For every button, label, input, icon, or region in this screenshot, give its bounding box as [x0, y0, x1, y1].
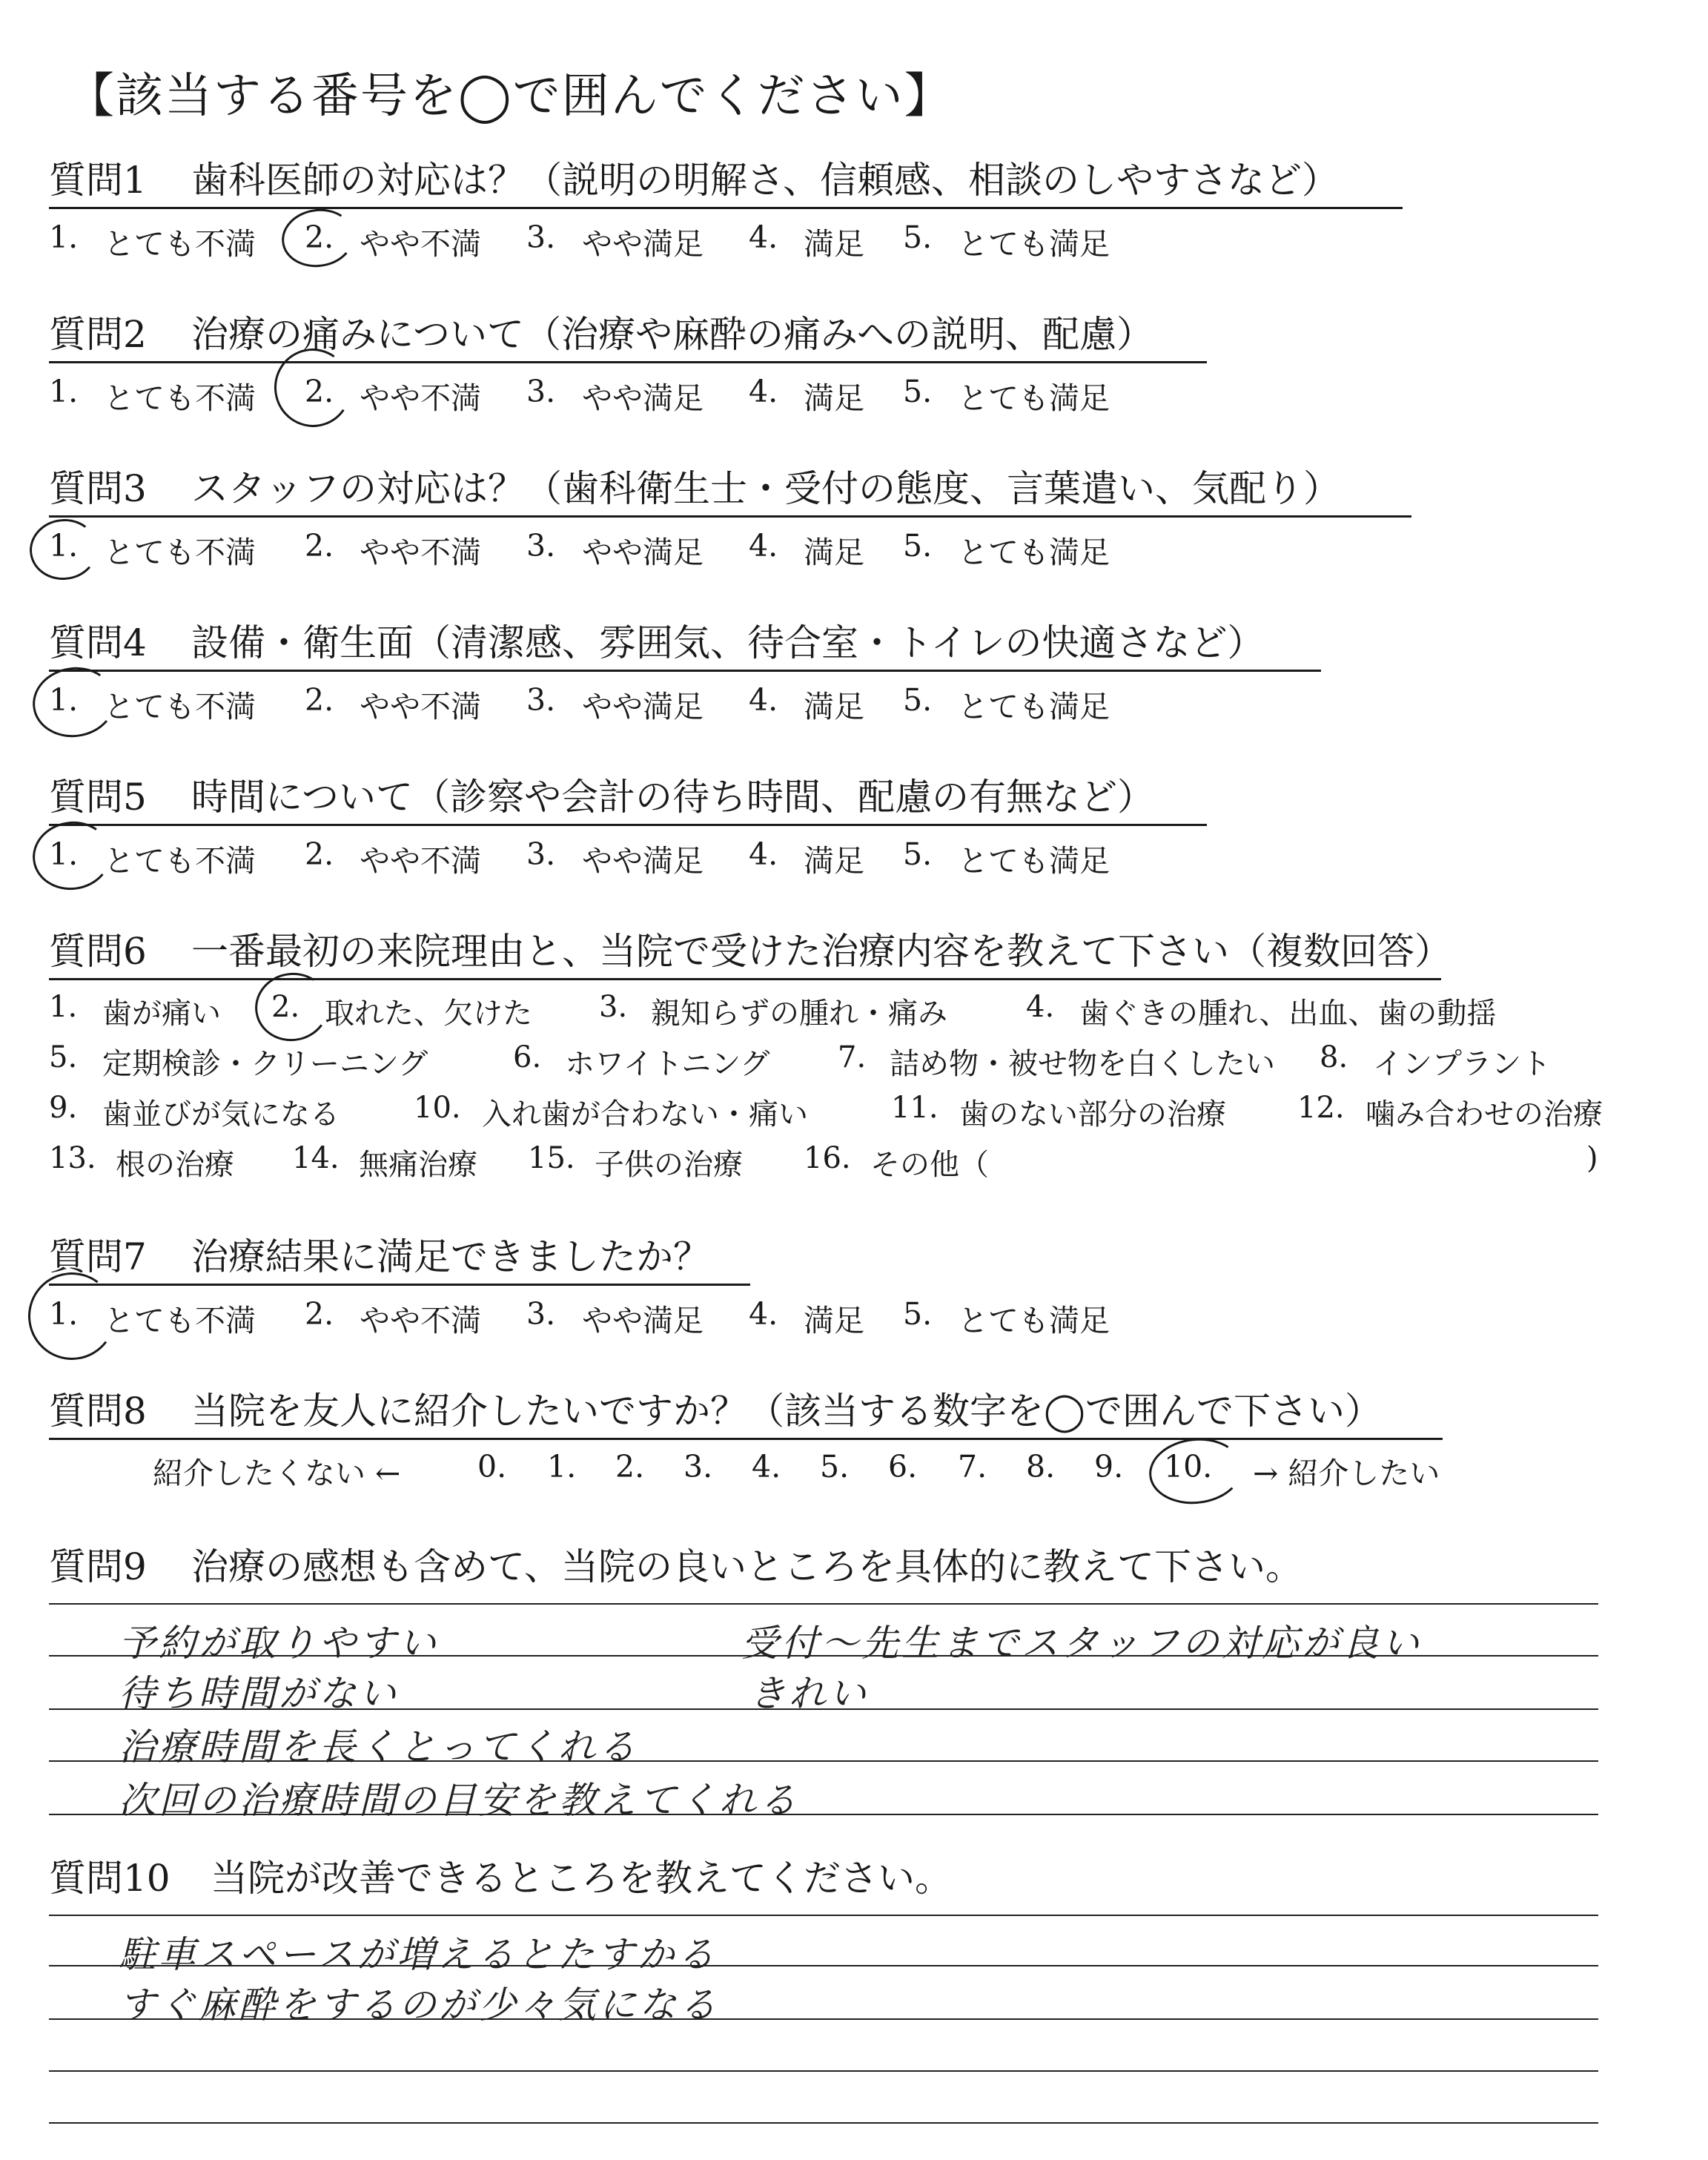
- question-underline: [49, 1438, 1443, 1440]
- option-label[interactable]: 歯並びが気になる: [102, 1097, 340, 1132]
- option-number[interactable]: 6.: [513, 1040, 542, 1074]
- question-label: 質問4: [49, 621, 147, 664]
- option-label[interactable]: とても満足: [958, 689, 1110, 724]
- option-label[interactable]: 定期検診・クリーニング: [102, 1047, 428, 1081]
- question-label: 質問9: [49, 1545, 147, 1588]
- scale-number[interactable]: 5.: [820, 1449, 850, 1484]
- option-number[interactable]: 4.: [749, 528, 778, 564]
- option-label[interactable]: やや満足: [582, 1303, 704, 1338]
- option-label[interactable]: とても不満: [104, 1303, 256, 1338]
- option-number[interactable]: 2.: [271, 990, 300, 1024]
- handwritten-answer: 駐車スペースが増えるとたすかる: [119, 1933, 718, 1976]
- selection-circle: [22, 1266, 121, 1365]
- option-label[interactable]: インプラント: [1373, 1047, 1551, 1081]
- option-number[interactable]: 2.: [305, 374, 334, 409]
- option-label[interactable]: 満足: [804, 1303, 864, 1338]
- option-label[interactable]: やや不満: [360, 226, 481, 262]
- option-label[interactable]: 無痛治療: [359, 1148, 477, 1182]
- option-number[interactable]: 1.: [49, 836, 79, 872]
- option-number[interactable]: 3.: [526, 836, 556, 872]
- question-label: 質問6: [49, 930, 147, 973]
- option-label[interactable]: とても満足: [958, 843, 1110, 879]
- question-underline: [49, 824, 1207, 826]
- option-label[interactable]: 満足: [804, 380, 864, 416]
- option-number[interactable]: 1.: [49, 1296, 79, 1332]
- handwritten-answer: 受付〜先生までスタッフの対応が良い: [741, 1622, 1422, 1665]
- option-number[interactable]: 5.: [903, 219, 933, 255]
- question-text: 当院が改善できるところを教えてください。: [211, 1857, 952, 1900]
- option-label[interactable]: 噛み合わせの治療: [1366, 1097, 1603, 1132]
- option-label[interactable]: とても不満: [104, 843, 256, 879]
- answer-line: [49, 2122, 1598, 2124]
- option-number[interactable]: 15.: [528, 1141, 575, 1175]
- option-number[interactable]: 3.: [526, 374, 556, 409]
- option-number[interactable]: 12.: [1297, 1091, 1345, 1125]
- selection-circle: [268, 343, 358, 433]
- option-number[interactable]: 5.: [903, 374, 933, 409]
- option-number[interactable]: 1.: [49, 990, 78, 1024]
- option-label[interactable]: 満足: [804, 843, 864, 879]
- answer-line: [49, 1603, 1598, 1605]
- question-underline: [49, 361, 1207, 363]
- scale-number[interactable]: 9.: [1094, 1449, 1124, 1484]
- question-text: 治療結果に満足できましたか？: [191, 1235, 710, 1278]
- option-number[interactable]: 2.: [305, 528, 334, 564]
- question-text: 一番最初の来院理由と、当院で受けた治療内容を教えて下さい（複数回答）: [191, 930, 1452, 973]
- scale-number[interactable]: 4.: [752, 1449, 781, 1484]
- option-label[interactable]: 満足: [804, 535, 864, 570]
- option-number[interactable]: 14.: [292, 1141, 340, 1175]
- option-number[interactable]: 1.: [49, 219, 79, 255]
- option-number[interactable]: 3.: [526, 528, 556, 564]
- handwritten-answer: 予約が取りやすい: [119, 1622, 439, 1665]
- option-number[interactable]: 11.: [891, 1091, 939, 1125]
- option-number[interactable]: 4.: [749, 1296, 778, 1332]
- option-number[interactable]: 3.: [526, 1296, 556, 1332]
- scale-right-label: → 紹介したい: [1253, 1456, 1440, 1491]
- option-number[interactable]: 4.: [749, 682, 778, 718]
- scale-number[interactable]: 8.: [1026, 1449, 1056, 1484]
- selection-circle: [278, 205, 358, 272]
- option-number[interactable]: 16.: [804, 1141, 851, 1175]
- question-underline: [49, 515, 1411, 518]
- question-label: 質問10: [49, 1857, 171, 1900]
- option-label[interactable]: とても不満: [104, 226, 256, 262]
- option-number[interactable]: 5.: [903, 1296, 933, 1332]
- option-number[interactable]: 3.: [526, 682, 556, 718]
- option-label[interactable]: 歯のない部分の治療: [959, 1097, 1226, 1132]
- option-number[interactable]: 5.: [903, 836, 933, 872]
- option-label[interactable]: 歯が痛い: [102, 997, 221, 1031]
- option-number[interactable]: 4.: [749, 219, 778, 255]
- option-number[interactable]: 5.: [49, 1040, 78, 1074]
- option-label[interactable]: やや満足: [582, 843, 704, 879]
- scale-left-label: 紹介したくない ←: [153, 1456, 401, 1491]
- question-label: 質問2: [49, 313, 147, 356]
- scale-number[interactable]: 2.: [615, 1449, 645, 1484]
- option-number[interactable]: 13.: [49, 1141, 96, 1175]
- handwritten-answer: 待ち時間がない: [119, 1672, 399, 1715]
- selection-circle: [28, 816, 116, 895]
- option-label[interactable]: 満足: [804, 226, 864, 262]
- option-label[interactable]: やや満足: [582, 535, 704, 570]
- option-number[interactable]: 3.: [526, 219, 556, 255]
- scale-number[interactable]: 7.: [958, 1449, 987, 1484]
- option-label[interactable]: とても不満: [104, 380, 256, 416]
- option-number[interactable]: 5.: [903, 528, 933, 564]
- option-label[interactable]: とても満足: [958, 1303, 1110, 1338]
- option-label[interactable]: 根の治療: [116, 1148, 234, 1182]
- option-number[interactable]: 4.: [749, 836, 778, 872]
- option-label[interactable]: やや不満: [360, 1303, 481, 1338]
- option-label[interactable]: とても満足: [958, 380, 1110, 416]
- scale-number[interactable]: 1.: [547, 1449, 577, 1484]
- question-text: 当院を友人に紹介したいですか？（該当する数字を◯で囲んで下さい）: [191, 1390, 1382, 1433]
- option-label[interactable]: とても不満: [104, 535, 256, 570]
- scale-number[interactable]: 10.: [1164, 1449, 1213, 1484]
- option-label[interactable]: やや満足: [582, 226, 704, 262]
- option-label[interactable]: ホワイトニング: [565, 1047, 770, 1081]
- option-label[interactable]: 歯ぐきの腫れ、出血、歯の動揺: [1079, 997, 1497, 1031]
- answer-line: [49, 1915, 1598, 1916]
- question-underline: [49, 207, 1403, 209]
- option-number[interactable]: 10.: [414, 1091, 461, 1125]
- option-number[interactable]: 4.: [1026, 990, 1055, 1024]
- option-number[interactable]: 3.: [599, 990, 628, 1024]
- option-label[interactable]: やや不満: [360, 843, 481, 879]
- option-label[interactable]: その他（: [870, 1148, 989, 1182]
- option-number[interactable]: 5.: [903, 682, 933, 718]
- question-text: 設備・衛生面（清潔感、雰囲気、待合室・トイレの快適さなど）: [191, 621, 1265, 664]
- option-label[interactable]: やや満足: [582, 689, 704, 724]
- option-number[interactable]: 1.: [49, 528, 79, 564]
- option-label[interactable]: 取れた、欠けた: [325, 997, 532, 1031]
- option-number[interactable]: 1.: [49, 374, 79, 409]
- option-number[interactable]: 7.: [838, 1040, 867, 1074]
- question-text: スタッフの対応は？（歯科衛生士・受付の態度、言葉遣い、気配り）: [191, 467, 1340, 510]
- question-text: 治療の痛みについて（治療や麻酔の痛みへの説明、配慮）: [191, 313, 1153, 356]
- question-label: 質問3: [49, 467, 147, 510]
- question-text: 時間について（診察や会計の待ち時間、配慮の有無など）: [191, 776, 1154, 819]
- option-number[interactable]: 2.: [305, 682, 334, 718]
- option-number[interactable]: 4.: [749, 374, 778, 409]
- option-number[interactable]: 2.: [305, 219, 334, 255]
- option-label[interactable]: 入れ歯が合わない・痛い: [482, 1097, 808, 1132]
- question-text: 治療の感想も含めて、当院の良いところを具体的に教えて下さい。: [191, 1545, 1302, 1588]
- question-underline: [49, 1284, 750, 1286]
- option-label[interactable]: やや不満: [360, 689, 481, 724]
- option-number[interactable]: 2.: [305, 836, 334, 872]
- scale-number[interactable]: 6.: [888, 1449, 918, 1484]
- scale-number[interactable]: 3.: [683, 1449, 713, 1484]
- option-label[interactable]: 詰め物・被せ物を白くしたい: [890, 1047, 1275, 1081]
- question-label: 質問7: [49, 1235, 147, 1278]
- question-underline: [49, 670, 1321, 672]
- option-label[interactable]: とても不満: [104, 689, 256, 724]
- question-underline: [49, 978, 1441, 980]
- option-label[interactable]: やや満足: [582, 380, 704, 416]
- option-label[interactable]: 子供の治療: [595, 1148, 743, 1182]
- option-label[interactable]: とても満足: [958, 535, 1110, 570]
- selection-circle: [27, 515, 101, 583]
- question-label: 質問8: [49, 1390, 147, 1433]
- option-number[interactable]: 1.: [49, 682, 79, 718]
- handwritten-answer: 治療時間を長くとってくれる: [119, 1725, 638, 1768]
- page-title: 【該当する番号を◯で囲んでください】: [67, 69, 953, 124]
- question-label: 質問1: [49, 159, 147, 202]
- handwritten-answer: すぐ麻酔をするのが少々気になる: [119, 1984, 719, 2027]
- answer-line: [49, 2070, 1598, 2072]
- handwritten-answer: きれい: [749, 1672, 869, 1715]
- question-text: 歯科医師の対応は？（説明の明解さ、信頼感、相談のしやすさなど）: [191, 159, 1339, 202]
- selection-circle: [1146, 1434, 1246, 1509]
- option-label[interactable]: やや不満: [360, 535, 481, 570]
- scale-number[interactable]: 0.: [477, 1449, 507, 1484]
- option-label[interactable]: 親知らずの腫れ・痛み: [651, 997, 947, 1031]
- option-other-close: ): [1586, 1141, 1598, 1175]
- option-number[interactable]: 8.: [1320, 1040, 1348, 1074]
- option-label[interactable]: やや不満: [360, 380, 481, 416]
- option-number[interactable]: 9.: [49, 1091, 78, 1125]
- question-label: 質問5: [49, 776, 147, 819]
- option-number[interactable]: 2.: [305, 1296, 334, 1332]
- handwritten-answer: 次回の治療時間の目安を教えてくれる: [119, 1779, 799, 1822]
- option-label[interactable]: 満足: [804, 689, 864, 724]
- option-label[interactable]: とても満足: [958, 226, 1110, 262]
- selection-circle: [28, 662, 120, 743]
